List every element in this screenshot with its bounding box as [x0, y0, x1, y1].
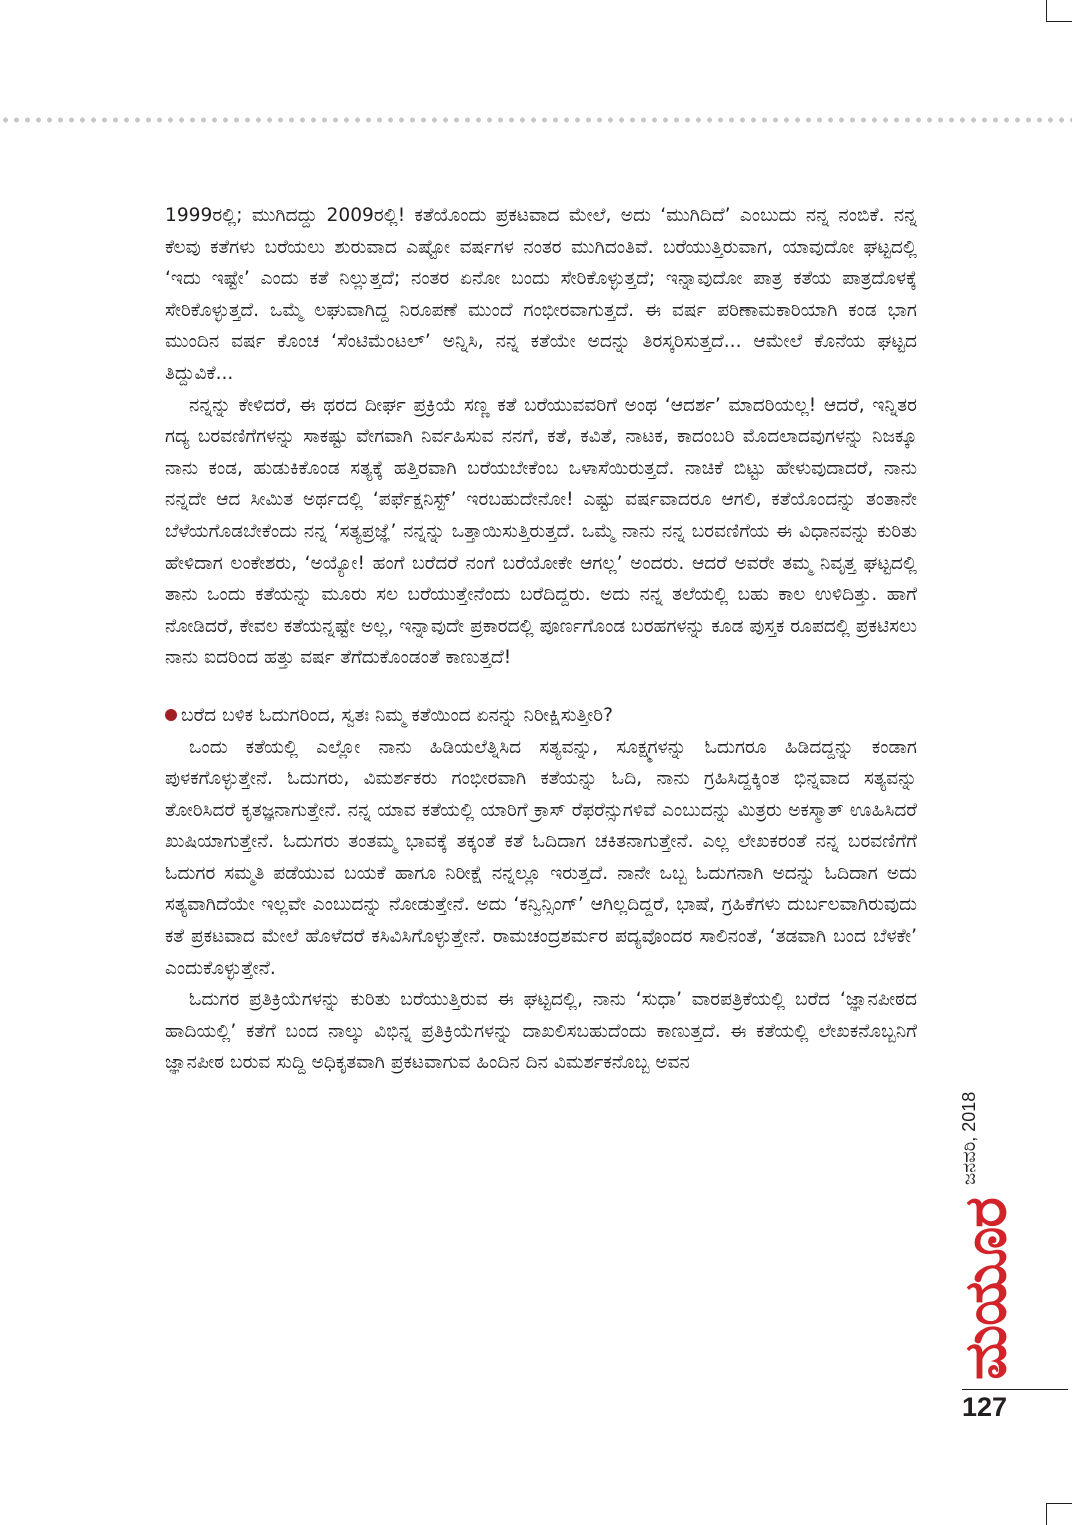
dotted-divider [0, 117, 1072, 123]
magazine-sidebar [950, 1090, 1020, 1380]
crop-mark-bottom-right-h [1046, 1503, 1072, 1504]
paragraph: ನನ್ನನ್ನು ಕೇಳಿದರೆ, ಈ ಥರದ ದೀರ್ಘ ಪ್ರಕ್ರಿಯೆ ಸಣ್ಣ ಕತೆ ಬರೆಯುವವರಿಗೆ ಅಂಥ ‘ಆದರ್ಶ’ ಮಾದರಿಯಲ್ಲ! ಆದರೆ, ಇನ್ನಿತರ ಗದ್ಯ ಬರವಣಿಗೆಗಳನ್ನು ಸಾಕಷ್ಟು ವೇಗವಾಗಿ ನಿರ್ವಹಿಸುವ ನನಗೆ, ಕತೆ, ಕವಿತೆ, ನಾಟಕ, ಕಾದಂಬರಿ ಮೊದಲಾದವುಗಳನ್ನು ನಿಜಕ್ಕೂ ನಾನು ಕಂಡ, ಹುಡುಕಿಕೊಂಡ ಸತ್ಯಕ್ಕೆ ಹತ್ತಿರವಾಗಿ ಬರೆಯಬೇಕೆಂಬ ಒಳಾಸೆಯಿರುತ್ತದೆ. ನಾಚಿಕೆ ಬಿಟ್ಟು ಹೇಳುವುದಾದರೆ, ನಾನು ನನ್ನದೇ ಆದ ಸೀಮಿತ ಅರ್ಥದಲ್ಲಿ ‘ಪರ್ಫೆಕ್ಷನಿಸ್ಟ್’ ಇರಬಹುದೇನೋ! ಎಷ್ಟು ವರ್ಷವಾದರೂ ಆಗಲಿ, ಕತೆಯೊಂದನ್ನು ತಂತಾನೇ ಬೆಳೆಯಗೊಡಬೇಕೆಂದು ನನ್ನ ‘ಸತ್ಯಪ್ರಜ್ಞೆ’ ನನ್ನನ್ನು ಒತ್ತಾಯಿಸುತ್ತಿರುತ್ತದೆ. ಒಮ್ಮೆ ನಾನು ನನ್ನ ಬರವಣಿಗೆಯ ಈ ವಿಧಾನವನ್ನು ಕುರಿತು ಹೇಳಿದಾಗ ಲಂಕೇಶರು, ‘ಅಯ್ಯೋ! ಹಂಗೆ ಬರೆದರೆ ನಂಗೆ ಬರೆಯೋಕೇ ಆಗಲ್ಲ’ ಅಂದರು. ಆದರೆ ಅವರೇ ತಮ್ಮ ನಿವೃತ್ತ ಘಟ್ಟದಲ್ಲಿ ತಾನು ಒಂದು ಕತೆಯನ್ನು ಮೂರು ಸಲ ಬರೆಯುತ್ತೇನೆಂದು ಬರೆದಿದ್ದರು. ಅದು ನನ್ನ ತಲೆಯಲ್ಲಿ ಬಹು ಕಾಲ ಉಳಿದಿತ್ತು. ಹಾಗೆ ನೋಡಿದರೆ, ಕೇವಲ ಕತೆಯನ್ನಷ್ಟೇ ಅಲ್ಲ, ಇನ್ನಾವುದೇ ಪ್ರಕಾರದಲ್ಲಿ ಪೂರ್ಣಗೊಂಡ ಬರಹಗಳನ್ನು ಕೂಡ ಪುಸ್ತಕ ರೂಪದಲ್ಲಿ ಪ್ರಕಟಿಸಲು ನಾನು ಐದರಿಂದ ಹತ್ತು ವರ್ಷ ತೆಗೆದುಕೊಂಡಂತೆ ಕಾಣುತ್ತದೆ! [165, 394, 917, 669]
page-number-rule [962, 1389, 1068, 1390]
page-number: 127 [962, 1392, 1008, 1422]
crop-mark-top-right [1046, 0, 1047, 22]
question-text: ಬರೆದ ಬಳಿಕ ಓದುಗರಿಂದ, ಸ್ವತಃ ನಿಮ್ಮ ಕತೆಯಿಂದ ಏನನ್ನು ನಿರೀಕ್ಷಿಸುತ್ತೀರಿ? [181, 704, 613, 726]
issue-date: ಜನವರಿ, 2018 [958, 1091, 979, 1185]
magazine-logo: ಮಯೂರ [951, 1198, 1019, 1380]
paragraph: ಓದುಗರ ಪ್ರತಿಕ್ರಿಯೆಗಳನ್ನು ಕುರಿತು ಬರೆಯುತ್ತಿರುವ ಈ ಘಟ್ಟದಲ್ಲಿ, ನಾನು ‘ಸುಧಾ’ ವಾರಪತ್ರಿಕೆಯಲ್ಲಿ ಬರೆದ ‘ಜ್ಞಾನಪೀಠದ ಹಾದಿಯಲ್ಲಿ’ ಕತೆಗೆ ಬಂದ ನಾಲ್ಕು ವಿಭಿನ್ನ ಪ್ರತಿಕ್ರಿಯೆಗಳನ್ನು ದಾಖಲಿಸಬಹುದೆಂದು ಕಾಣುತ್ತದೆ. ಈ ಕತೆಯಲ್ಲಿ ಲೇಖಕನೊಬ್ಬನಿಗೆ ಜ್ಞಾನಪೀಠ ಬರುವ ಸುದ್ದಿ ಅಧಿಕೃತವಾಗಿ ಪ್ರಕಟವಾಗುವ ಹಿಂದಿನ ದಿನ ವಿಮರ್ಶಕನೊಬ್ಬ ಅವನ [165, 989, 917, 1074]
crop-mark-bottom-right [1046, 1503, 1047, 1525]
crop-mark-top-right-h [1046, 21, 1072, 22]
article-body [165, 200, 917, 1079]
interview-question [165, 700, 917, 732]
bullet-icon [165, 709, 177, 721]
paragraph: 1999ರಲ್ಲಿ; ಮುಗಿದದ್ದು 2009ರಲ್ಲಿ! ಕತೆಯೊಂದು ಪ್ರಕಟವಾದ ಮೇಲೆ, ಅದು ‘ಮುಗಿದಿದೆ’ ಎಂಬುದು ನನ್ನ ನಂಬಿಕೆ. ನನ್ನ ಕೆಲವು ಕತೆಗಳು ಬರೆಯಲು ಶುರುವಾದ ಎಷ್ಟೋ ವರ್ಷಗಳ ನಂತರ ಮುಗಿದಂತಿವೆ. ಬರೆಯುತ್ತಿರುವಾಗ, ಯಾವುದೋ ಘಟ್ಟದಲ್ಲಿ ‘ಇದು ಇಷ್ಟೇ’ ಎಂದು ಕತೆ ನಿಲ್ಲುತ್ತದೆ; ನಂತರ ಏನೋ ಬಂದು ಸೇರಿಕೊಳ್ಳುತ್ತದೆ; ಇನ್ನಾವುದೋ ಪಾತ್ರ ಕತೆಯ ಪಾತ್ರದೊಳಕ್ಕೆ ಸೇರಿಕೊಳ್ಳುತ್ತದೆ. ಒಮ್ಮೆ ಲಘುವಾಗಿದ್ದ ನಿರೂಪಣೆ ಮುಂದೆ ಗಂಭೀರವಾಗುತ್ತದೆ. ಈ ವರ್ಷ ಪರಿಣಾಮಕಾರಿಯಾಗಿ ಕಂಡ ಭಾಗ ಮುಂದಿನ ವರ್ಷ ಕೊಂಚ ‘ಸೆಂಟಿಮೆಂಟಲ್’ ಅನ್ನಿಸಿ, ನನ್ನ ಕತೆಯೇ ಅದನ್ನು ತಿರಸ್ಕರಿಸುತ್ತದೆ... ಆಮೇಲೆ ಕೊನೆಯ ಘಟ್ಟದ ತಿದ್ದುವಿಕೆ... [165, 205, 917, 384]
paragraph: ಒಂದು ಕತೆಯಲ್ಲಿ ಎಲ್ಲೋ ನಾನು ಹಿಡಿಯಲೆತ್ನಿಸಿದ ಸತ್ಯವನ್ನು, ಸೂಕ್ಷ್ಮಗಳನ್ನು ಓದುಗರೂ ಹಿಡಿದದ್ದನ್ನು ಕಂಡಾಗ ಪುಳಕಗೊಳ್ಳುತ್ತೇನೆ. ಓದುಗರು, ವಿಮರ್ಶಕರು ಗಂಭೀರವಾಗಿ ಕತೆಯನ್ನು ಓದಿ, ನಾನು ಗ್ರಹಿಸಿದ್ದಕ್ಕಿಂತ ಭಿನ್ನವಾದ ಸತ್ಯವನ್ನು ತೋರಿಸಿದರೆ ಕೃತಜ್ಞನಾಗುತ್ತೇನೆ. ನನ್ನ ಯಾವ ಕತೆಯಲ್ಲಿ ಯಾರಿಗೆ ಕ್ರಾಸ್ ರೆಫರೆನ್ಸುಗಳಿವೆ ಎಂಬುದನ್ನು ಮಿತ್ರರು ಅಕಸ್ಮಾತ್ ಊಹಿಸಿದರೆ ಖುಷಿಯಾಗುತ್ತೇನೆ. ಓದುಗರು ತಂತಮ್ಮ ಭಾವಕ್ಕೆ ತಕ್ಕಂತೆ ಕತೆ ಓದಿದಾಗ ಚಕಿತನಾಗುತ್ತೇನೆ. ಎಲ್ಲ ಲೇಖಕರಂತೆ ನನ್ನ ಬರವಣಿಗೆಗೆ ಓದುಗರ ಸಮ್ಮತಿ ಪಡೆಯುವ ಬಯಕೆ ಹಾಗೂ ನಿರೀಕ್ಷೆ ನನ್ನಲ್ಲೂ ಇರುತ್ತದೆ. ನಾನೇ ಒಬ್ಬ ಓದುಗನಾಗಿ ಅದನ್ನು ಓದಿದಾಗ ಅದು ಸತ್ಯವಾಗಿದೆಯೇ ಇಲ್ಲವೇ ಎಂಬುದನ್ನು ನೋಡುತ್ತೇನೆ. ಅದು ‘ಕನ್ವಿನ್ಸಿಂಗ್’ ಆಗಿಲ್ಲದಿದ್ದರೆ, ಭಾಷೆ, ಗ್ರಹಿಕೆಗಳು ದುರ್ಬಲವಾಗಿರುವುದು ಕತೆ ಪ್ರಕಟವಾದ ಮೇಲೆ ಹೊಳೆದರೆ ಕಸಿವಿಸಿಗೊಳ್ಳುತ್ತೇನೆ. ರಾಮಚಂದ್ರಶರ್ಮರ ಪದ್ಯವೊಂದರ ಸಾಲಿನಂತೆ, ‘ತಡವಾಗಿ ಬಂದ ಬೆಳಕೇ’ ಎಂದುಕೊಳ್ಳುತ್ತೇನೆ. [165, 736, 917, 979]
